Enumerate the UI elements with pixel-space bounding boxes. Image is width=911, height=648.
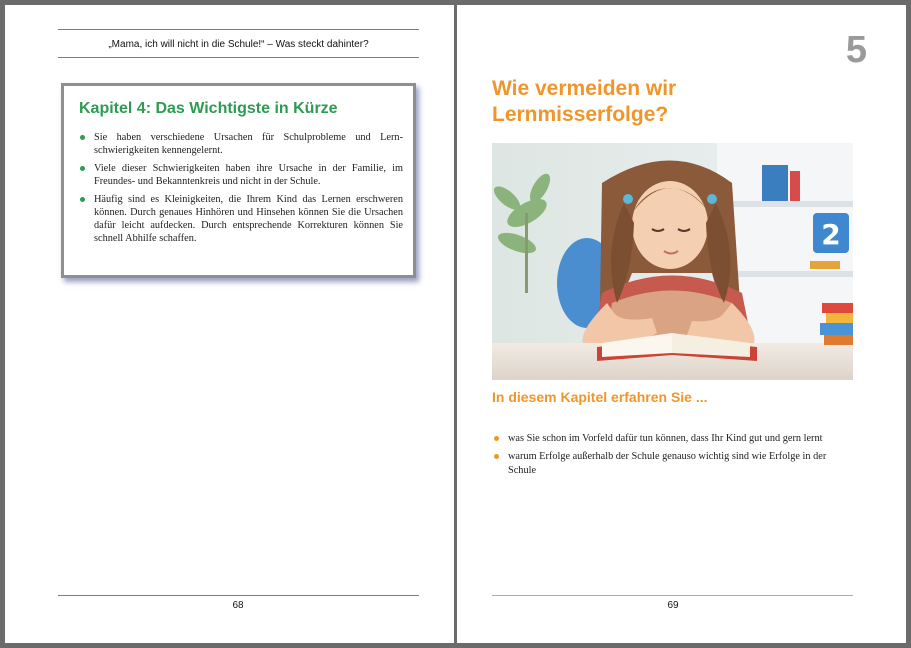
page-number: 69 (667, 600, 679, 611)
list-item-text: was Sie schon im Vorfeld dafür tun können, dass Ihr Kind gut und gern lernt (508, 433, 823, 444)
bullet-dot-icon (80, 197, 85, 202)
list-item (78, 162, 403, 188)
list-item-text: Sie haben verschiedene Ursachen für Schulprobleme und Lernschwierigkeiten kennengelernt. (94, 132, 403, 156)
chapter-title-line: Lernmisserfolge? (492, 103, 669, 126)
bullet-dot-icon (494, 436, 499, 441)
page-number: 68 (232, 600, 244, 611)
right-page (457, 5, 906, 643)
girl-reading-illustration (492, 143, 853, 380)
header-rule-bottom (58, 57, 419, 58)
list-item (78, 131, 403, 157)
summary-title: Kapitel 4: Das Wichtigste in Kürze (79, 100, 338, 117)
chapter-title (492, 76, 812, 128)
chapter-preview-list (492, 432, 853, 482)
list-item-text: Viele dieser Schwierigkeiten haben ihre Ursache in der Familie, im Freundes- und Bekanntenkreis und nicht in der Schule. (94, 163, 403, 187)
footer-rule (58, 595, 419, 596)
chapter-title-line: Wie vermeiden wir (492, 77, 677, 100)
footer-rule (492, 595, 853, 596)
list-item-text: Häufig sind es Kleinigkeiten, die Ihrem Kind das Lernen erschweren können. Durch genaues Hinhören und Hinsehen können Sie die Ursachen dafür leicht aufdecken. Durch entsprechende Korrekturen können Sie schnell Abhilfe schaffen. (94, 194, 403, 244)
list-item (492, 450, 853, 478)
list-item (492, 432, 853, 446)
bullet-dot-icon (494, 454, 499, 459)
bullet-dot-icon (80, 135, 85, 140)
list-item-text: warum Erfolge außerhalb der Schule genauso wichtig sind wie Erfolge in der Schule (508, 451, 827, 476)
list-item (78, 193, 403, 245)
photo-badge: 2 (821, 218, 841, 251)
summary-box (61, 83, 416, 278)
chapter-photo (492, 143, 853, 380)
bullet-dot-icon (80, 166, 85, 171)
summary-list (78, 131, 403, 250)
chapter-number: 5 (845, 29, 867, 71)
running-header: „Mama, ich will nicht in die Schule!“ – Was steckt dahinter? (108, 39, 369, 50)
left-page (5, 5, 454, 643)
header-rule-top (58, 29, 419, 30)
section-subheading: In diesem Kapitel erfahren Sie ... (492, 389, 708, 405)
